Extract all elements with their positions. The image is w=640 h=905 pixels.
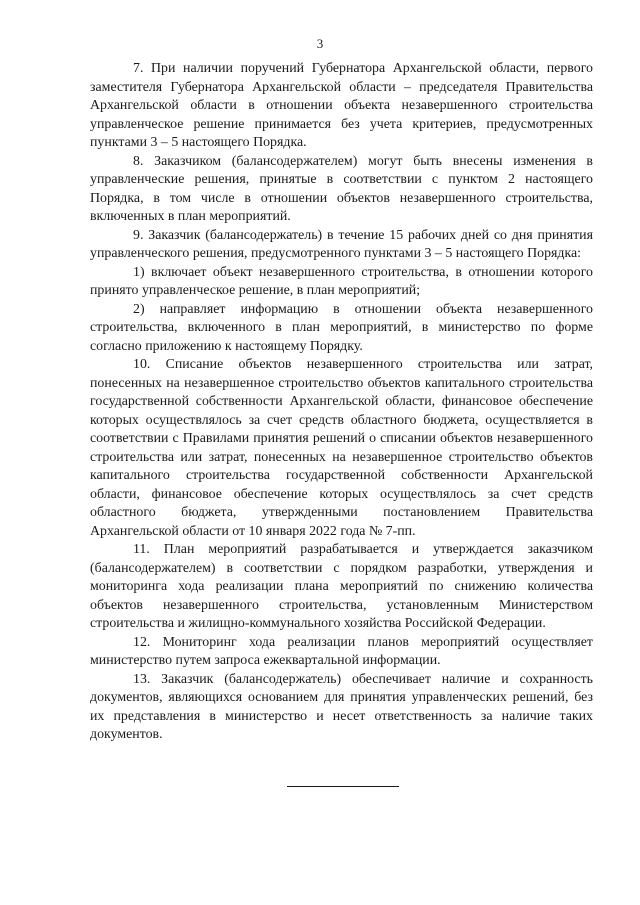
paragraph-9: 9. Заказчик (балансодержатель) в течение 15 рабочих дней со дня принятия управленческого решения, предусмотренного пунктами 3 – 5 настоящего Порядка: — [90, 227, 593, 261]
paragraph-9-item-2: 2) направляет информацию в отношении объекта незавершенного строительства, включенного в план мероприятий, в министерство по форме согласно приложению к настоящему Порядку. — [90, 301, 593, 354]
paragraph-13: 13. Заказчик (балансодержатель) обеспечивает наличие и сохранность документов, являющихся основанием для принятия управленческих решений, без их представления в министерство и несет ответственность за наличие таких документов. — [90, 671, 593, 742]
document-body — [90, 60, 593, 745]
paragraph-10: 10. Списание объектов незавершенного строительства или затрат, понесенных на незавершенное строительство объектов капитального строительства государственной собственности Архангельской области, финансовое обеспечение которых осуществлялось за счет средств областного бюджета, осуществляется в соответствии с Правилами принятия решений о списании объектов незавершенного строительства или затрат, понесенных на незавершенное строительство объектов капитального строительства государственной собственности Архангельской области, финансовое обеспечение которых осуществлялось за счет средств областного бюджета, утвержденными постановлением Правительства Архангельской области от 10 января 2022 года № 7-пп. — [90, 357, 593, 539]
paragraph-12: 12. Мониторинг хода реализации планов мероприятий осуществляет министерство путем запроса ежеквартальной информации. — [90, 634, 593, 668]
page-number: 3 — [316, 36, 324, 51]
end-of-document-line — [287, 786, 399, 787]
paragraph-8: 8. Заказчиком (балансодержателем) могут быть внесены изменения в управленческие решения, принятые в соответствии с пунктом 2 настоящего Порядка, в том числе в отношении объектов незавершенного строительства, включенных в план мероприятий. — [90, 153, 593, 224]
paragraph-9-item-1: 1) включает объект незавершенного строительства, в отношении которого принято управленческое решение, в план мероприятий; — [90, 264, 593, 298]
paragraph-7: 7. При наличии поручений Губернатора Архангельской области, первого заместителя Губернатора Архангельской области – председателя Правительства Архангельской области в отношении объекта незавершенного строительства управленческое решение принимается без учета критериев, предусмотренных пунктами 3 – 5 настоящего Порядка. — [90, 61, 593, 150]
paragraph-11: 11. План мероприятий разрабатывается и утверждается заказчиком (балансодержателем) в соответствии с порядком разработки, утверждения и мониторинга хода реализации плана мероприятий по снижению количества объектов незавершенного строительства, установленным Министерством строительства и жилищно-коммунального хозяйства Российской Федерации. — [90, 542, 593, 631]
